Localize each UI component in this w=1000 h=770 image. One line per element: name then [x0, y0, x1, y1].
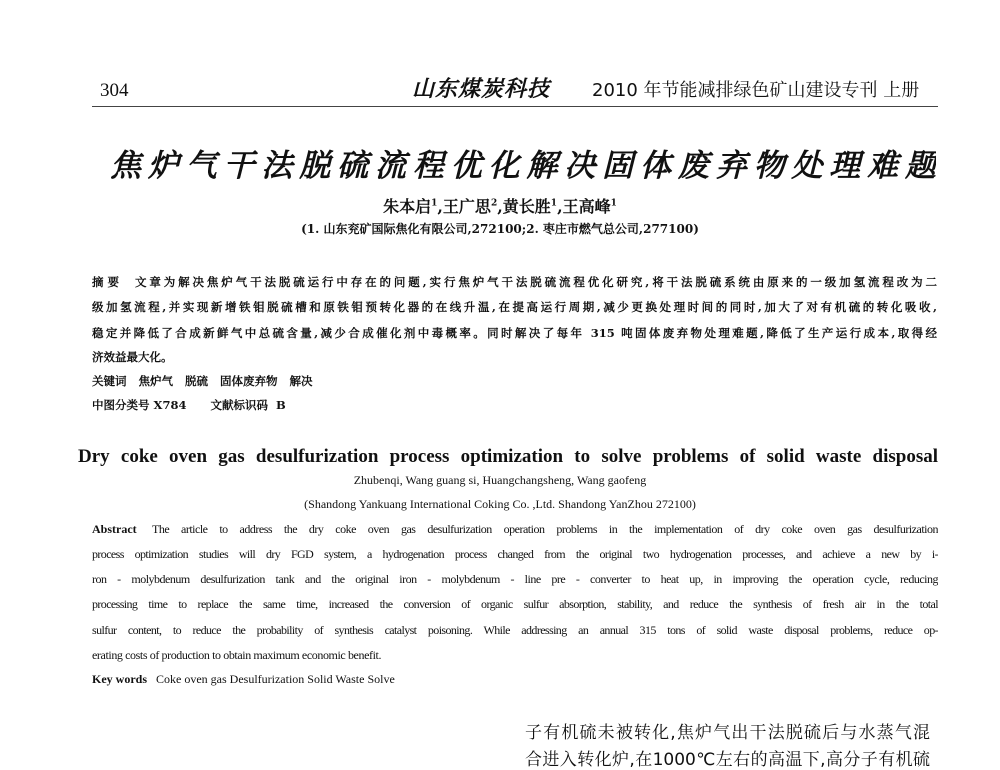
- cn-classification: [92, 397, 286, 413]
- author-sup: 2: [490, 198, 498, 209]
- en-abstract-label: Abstract: [92, 522, 137, 536]
- author-sup: 1: [550, 198, 558, 209]
- cn-keywords: [92, 373, 313, 389]
- cn-abstract-line: 级加氢流程,并实现新增铁钼脱硫槽和原铁钼预转化器的在线升温,在提高运行周期,减少更换处理时间的同时,加大了对有机硫的转化吸收,: [92, 300, 937, 314]
- en-title: Dry coke oven gas desulfurization process optimization to solve problems of solid waste disposal: [78, 446, 938, 467]
- clc-value: X784: [153, 398, 187, 412]
- author-name: 王高峰: [562, 197, 611, 216]
- cn-authors: 朱本启$^1$,王广思$^2$,黄长胜$^1$,王高峰$^1$: [383, 197, 617, 216]
- keywords-label: 关键词: [92, 374, 127, 388]
- en-abstract-line: erating costs of production to obtain maximum economic benefit.: [92, 648, 382, 662]
- header-rule: [92, 106, 938, 107]
- en-abstract-line: The article to address the dry coke oven gas desulfurization operation problems in the implementation of dry coke oven gas desulfurization: [152, 522, 938, 536]
- cn-title: 焦炉气干法脱硫流程优化解决固体废弃物处理难题: [110, 148, 936, 184]
- cn-abstract-line: 稳定并降低了合成新鲜气中总硫含量,减少合成催化剂中毒概率。同时解决了每年 315 吨固体废弃物处理难题,降低了生产运行成本,取得经: [92, 326, 937, 340]
- doc-code-value: B: [276, 398, 286, 412]
- journal-logo: 山东煤炭科技: [412, 76, 551, 102]
- en-affiliation: (Shandong Yankuang International Coking Co. ,Ltd. Shandong YanZhou 272100): [304, 497, 696, 511]
- en-abstract-line: processing time to replace the same time, increased the conversion of organic sulfur absorption, stability, and reduce the synthesis of fresh air in the total: [92, 597, 938, 611]
- en-authors: Zhubenqi, Wang guang si, Huangchangsheng, Wang gaofeng: [353, 473, 647, 487]
- keywords-label: Key words: [92, 672, 147, 686]
- author-name: 朱本启: [383, 197, 432, 216]
- issue-title: 2010 年节能减排绿色矿山建设专刊 上册: [592, 80, 920, 101]
- en-abstract-line: sulfur content, to reduce the probability of synthesis catalyst poisoning. While addressing an annual 315 tons of solid waste disposal problems, reduce op-: [92, 623, 938, 637]
- en-abstract-line: ron - molybdenum desulfurization tank and the original iron - molybdenum - line pre - converter to heat up, in improving the operation cycle, reducing: [92, 572, 938, 586]
- doc-code-label: 文献标识码: [210, 398, 268, 412]
- author-sup: 1: [610, 198, 617, 209]
- page-number: 304: [100, 80, 129, 101]
- body-text-line: 合进入转化炉,在1000℃左右的高温下,高分子有机硫: [525, 750, 930, 770]
- en-abstract-line: process optimization studies will dry FGD system, a hydrogenation process changed from the original two hydrogenation processes, and achieve a new by i-: [92, 547, 938, 561]
- body-text-line: 子有机硫未被转化,焦炉气出干法脱硫后与水蒸气混: [525, 723, 930, 743]
- clc-label: 中图分类号: [92, 398, 150, 412]
- author-name: 王广思: [442, 197, 491, 216]
- en-keywords: [92, 672, 395, 687]
- cn-affiliation: (1. 山东兖矿国际焦化有限公司,272100;2. 枣庄市燃气总公司,277100): [301, 222, 699, 236]
- keywords-value: Coke oven gas Desulfurization Solid Waste Solve: [156, 672, 395, 686]
- keywords-value: 焦炉气 脱硫 固体废弃物 解决: [138, 374, 313, 388]
- author-sup: 1: [431, 198, 438, 209]
- cn-abstract-line: 济效益最大化。: [92, 350, 173, 364]
- cn-abstract-line: 文章为解决焦炉气干法脱硫运行中存在的问题,实行焦炉气干法脱硫流程优化研究,将干法脱硫系统由原来的一级加氢流程改为二: [135, 275, 937, 289]
- cn-abstract-label: 摘 要: [92, 275, 120, 289]
- author-name: 黄长胜: [502, 197, 551, 216]
